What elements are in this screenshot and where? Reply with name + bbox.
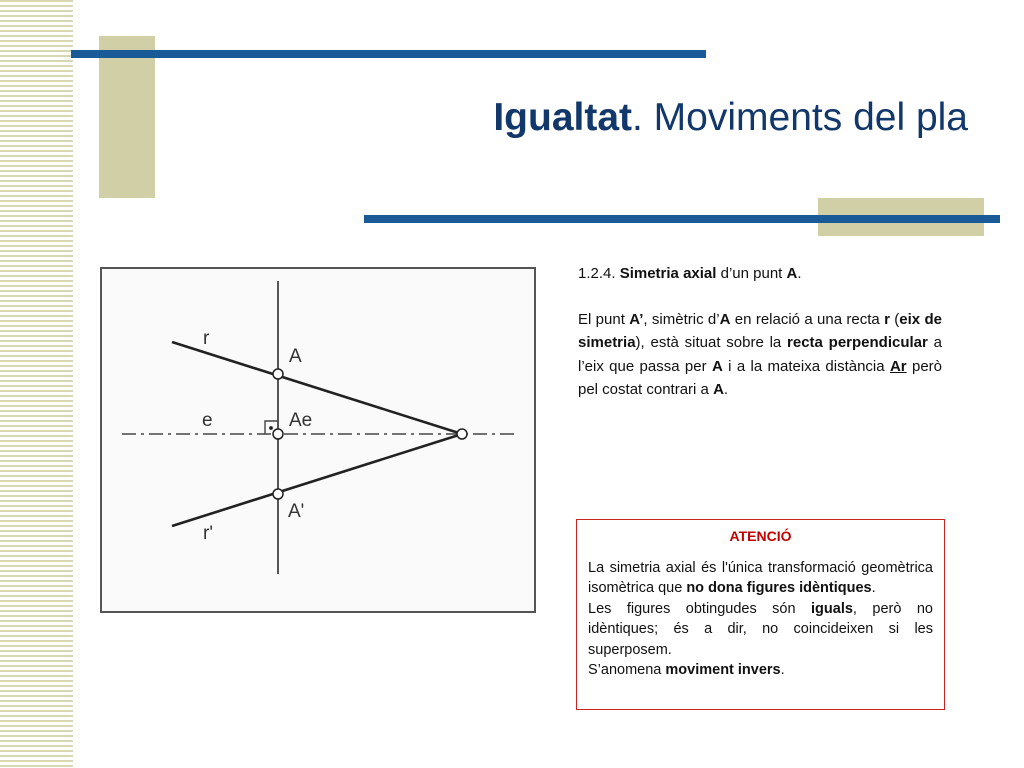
label-Ae: Ae [289,410,313,431]
geometry-diagram [102,269,534,611]
label-e: e [202,410,213,431]
attention-paragraph-2: Les figures obtingudes són iguals, però no idèntiques; és a dir, no coincideixen si les superposem. [588,600,933,658]
point-A [273,369,283,379]
top-blue-bar [71,50,706,58]
bottom-blue-bar [364,215,1000,223]
explanation-text [578,262,942,402]
intersection-point [457,429,467,439]
point-Ae [273,429,283,439]
label-r: r [203,328,210,349]
title-bold: Igualtat [493,96,633,139]
line-r [172,342,462,434]
attention-heading: ATENCIÓ [729,528,792,544]
label-r-prime: r' [203,523,213,544]
attention-paragraph-1: La simetria axial és l'única transformació geomètrica isomètrica que no dona figures idèntiques. [588,559,933,596]
definition-paragraph: El punt A’, simètric d’A en relació a una recta r (eix de simetria), està situat sobre la recta perpendicular a l’eix que passa per A i a la mateixa distància Ar però pel costat contrari a A. [578,310,943,399]
point-A-prime [273,489,283,499]
attention-paragraph-3: S’anomena moviment invers. [588,662,785,678]
axial-symmetry-figure [100,267,536,613]
section-heading: 1.2.4. Simetria axial d’un punt A. [578,265,802,282]
label-A-prime: A' [288,501,305,522]
attention-box [576,519,945,710]
beige-vertical-block [99,36,155,198]
slide-title [493,96,968,140]
label-A: A [289,346,302,367]
striped-sidebar-decoration [0,0,73,768]
line-r-prime [172,434,462,526]
title-rest: . Moviments del pla [632,96,968,139]
right-angle-dot [269,426,273,430]
